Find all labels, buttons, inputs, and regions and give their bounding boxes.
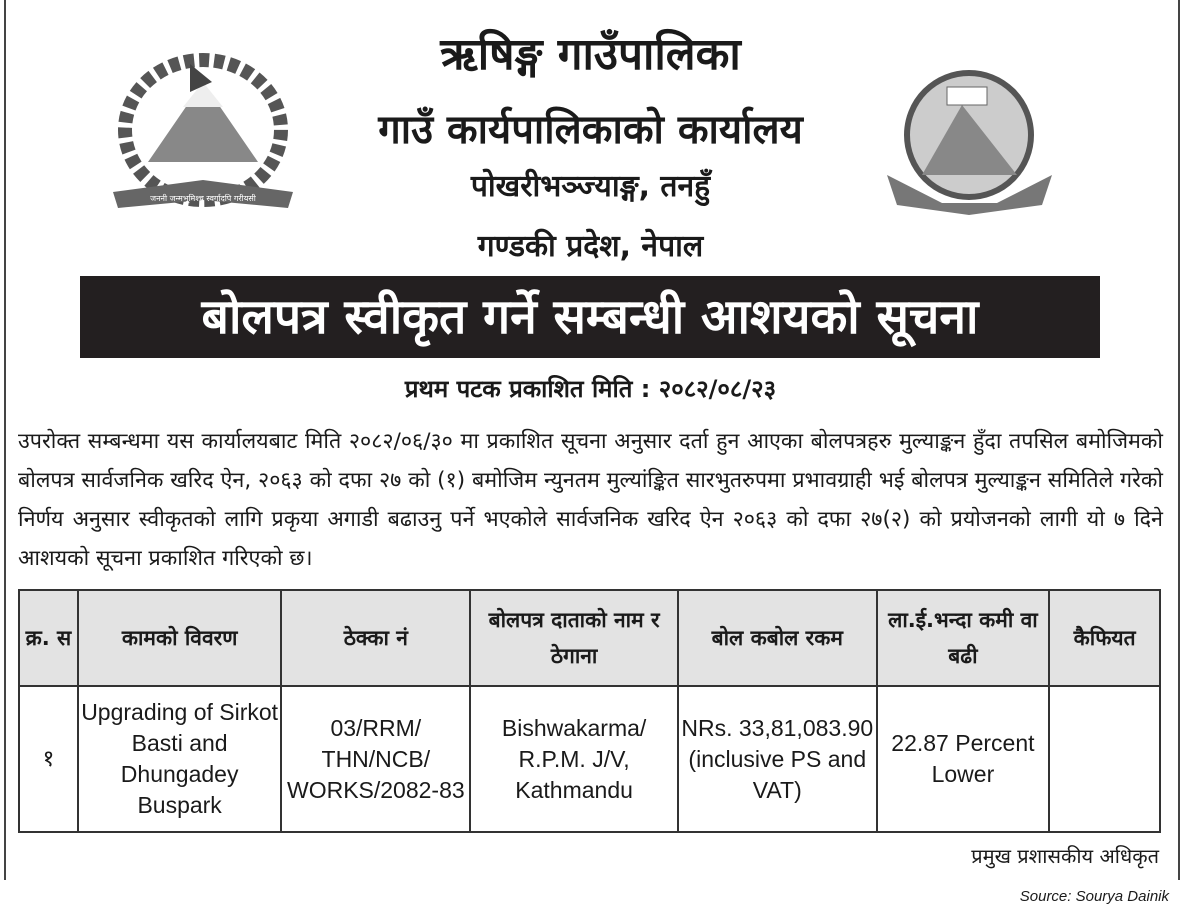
cell-vs-estimate: 22.87 Percent Lower	[877, 686, 1050, 832]
col-header-sn: क्र. स	[19, 590, 78, 686]
notice-body: उपरोक्त सम्बन्धमा यस कार्यालयबाट मिति २०८२/०६/३० मा प्रकाशित सूचना अनुसार दर्ता हुन आएका बोलपत्रहरु मुल्याङ्कन हुँदा तपसिल बमोजिमको बोलपत्र सार्वजनिक खरिद ऐन, २०६३ को दफा २७ को (१) बमोजिम न्युनतम मुल्यांङ्कित सारभुतरुपमा प्रभावग्राही भई बोलपत्र मुल्याङ्कन समितिले गरेको निर्णय अनुसार स्वीकृतको लागि प्रकृया अगाडी बढाउनु पर्ने भएकोले सार्वजनिक खरिद ऐन २०६३ को दफा २७(२) को प्रयोजनको लागी यो ७ दिने आशयको सूचना प्रकाशित गरिएको छ।	[18, 429, 1163, 571]
cell-contract-no: 03/RRM/ THN/NCB/ WORKS/2082-83	[281, 686, 470, 832]
col-header-bid-amount: बोल कबोल रकम	[678, 590, 877, 686]
office-location: पोखरीभञ्ज्याङ्ग, तनहुँ	[470, 169, 711, 204]
cell-bid-amount: NRs. 33,81,083.90 (inclusive PS and VAT)	[678, 686, 877, 832]
cell-work-description: Upgrading of Sirkot Basti and Dhungadey Buspark	[78, 686, 282, 832]
table-row	[19, 686, 1160, 832]
col-header-work-description: कामको विवरण	[78, 590, 282, 686]
publish-date: प्रथम पटक प्रकाशित मिति : २०८२/०८/२३	[404, 375, 777, 403]
emblem-motto: जननी जन्मभूमिश्च स्वर्गादपि गरीयसी	[150, 194, 256, 203]
source-credit: Source: Sourya Dainik	[1019, 888, 1169, 905]
col-header-remarks: कैफियत	[1049, 590, 1160, 686]
col-header-contract-no: ठेक्का नं	[281, 590, 470, 686]
notice-title-banner: बोलपत्र स्वीकृत गर्ने सम्बन्धी आशयको सूचना	[80, 276, 1100, 358]
cell-sn: १	[19, 686, 78, 832]
col-header-bidder: बोलपत्र दाताको नाम र ठेगाना	[470, 590, 678, 686]
signatory: प्रमुख प्रशासकीय अधिकृत	[971, 844, 1159, 868]
bid-table	[18, 589, 1161, 833]
cell-bidder: Bishwakarma/ R.P.M. J/V, Kathmandu	[470, 686, 678, 832]
cell-remarks	[1049, 686, 1160, 832]
municipality-name: ऋषिङ्ग गाउँपालिका	[440, 29, 741, 80]
table-header-row	[19, 590, 1160, 686]
province-country: गण्डकी प्रदेश, नेपाल	[477, 229, 704, 264]
office-name: गाउँ कार्यपालिकाको कार्यालय	[378, 107, 803, 153]
col-header-vs-estimate: ला.ई.भन्दा कमी वा बढी	[877, 590, 1050, 686]
